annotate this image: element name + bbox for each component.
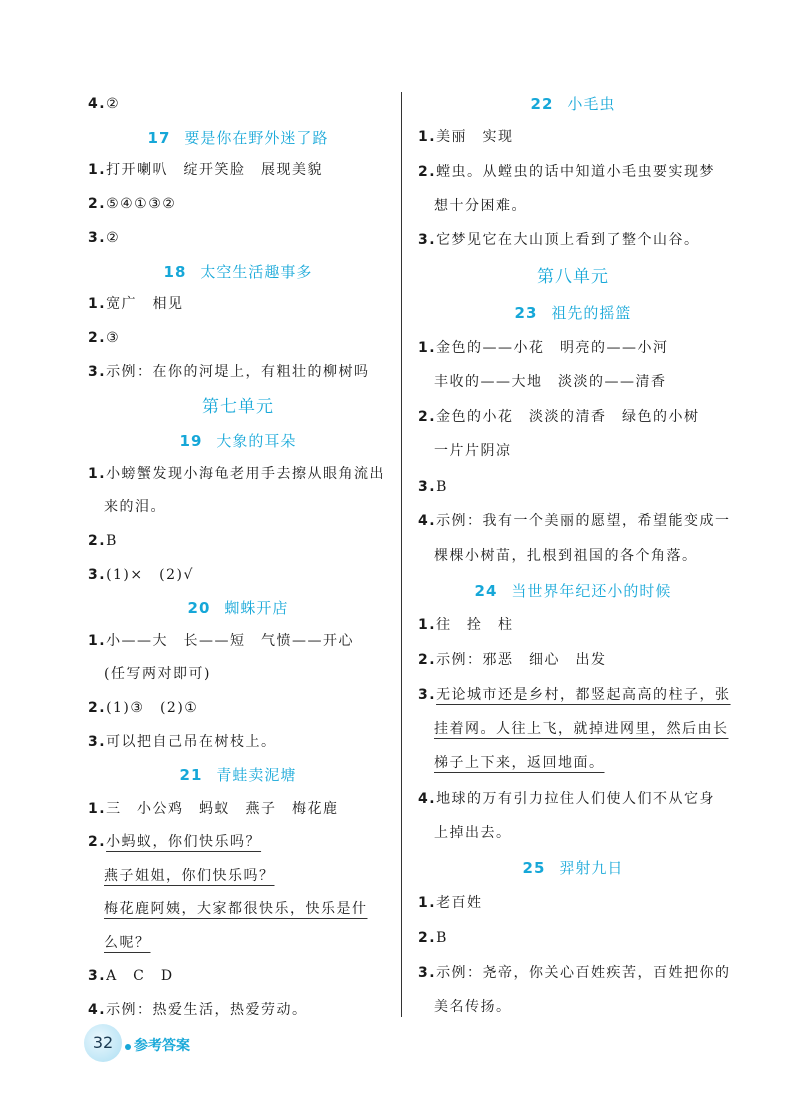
answer-19-3: 3.(1)× (2)√ — [88, 567, 194, 583]
answer-19-2: 2.B — [88, 533, 118, 549]
answer-23-2-cont: 一片片阴凉 — [434, 443, 512, 459]
answer-19-1-cont: 来的泪。 — [104, 499, 166, 515]
answer-20-2: 2.(1)③ (2)① — [88, 700, 199, 716]
answer-21-2-line3: 梅花鹿阿姨，大家都很快乐，快乐是什 — [104, 901, 368, 917]
answer-25-3: 3.示例：尧帝，你关心百姓疾苦，百姓把你的 — [418, 965, 731, 981]
page-number-badge — [84, 1024, 122, 1062]
answer-22-1: 1.美丽 实现 — [418, 129, 514, 145]
lesson-24-title: 24 当世界年纪还小的时候 — [474, 582, 672, 600]
answer-24-3-line2: 挂着网。人往上飞，就掉进网里，然后由长 — [434, 721, 729, 737]
answer-21-2-line2: 燕子姐姐，你们快乐吗？ — [104, 868, 275, 884]
answer-23-2: 2.金色的小花 淡淡的清香 绿色的小树 — [418, 409, 700, 425]
answer-19-1: 1.小螃蟹发现小海龟老用手去擦从眼角流出 — [88, 466, 386, 482]
answer-21-2-line4: 么呢？ — [104, 935, 151, 951]
lesson-18-title: 18 太空生活趣事多 — [163, 263, 313, 281]
answer-25-3-cont: 美名传扬。 — [434, 999, 512, 1015]
answer-22-2: 2.螳虫。从螳虫的话中知道小毛虫要实现梦 — [418, 164, 716, 180]
answer-16-4: 4.② — [88, 96, 121, 112]
answer-17-2: 2.⑤④①③② — [88, 196, 177, 212]
unit-8-heading: 第八单元 — [537, 267, 609, 287]
answer-21-4: 4.示例：热爱生活，热爱劳动。 — [88, 1002, 308, 1018]
answer-21-2: 2.小蚂蚁，你们快乐吗？ — [88, 834, 262, 850]
answer-23-1-cont: 丰收的——大地 淡淡的——清香 — [434, 374, 667, 390]
answer-21-1: 1.三 小公鸡 蚂蚁 燕子 梅花鹿 — [88, 801, 339, 817]
column-divider — [401, 92, 402, 1017]
answer-21-3: 3.A C D — [88, 968, 174, 984]
lesson-20-title: 20 蜘蛛开店 — [187, 599, 289, 617]
answer-23-1: 1.金色的——小花 明亮的——小河 — [418, 340, 669, 356]
answer-18-2: 2.③ — [88, 330, 121, 346]
answer-24-4-cont: 上掉出去。 — [434, 825, 512, 841]
answer-24-3-line3: 梯子上下来，返回地面。 — [434, 755, 605, 771]
answer-23-4: 4.示例：我有一个美丽的愿望，希望能变成一 — [418, 513, 731, 529]
lesson-19-title: 19 大象的耳朵 — [179, 432, 297, 450]
lesson-22-title: 22 小毛虫 — [530, 95, 616, 113]
lesson-17-title: 17 要是你在野外迷了路 — [147, 129, 329, 147]
footer-label: 参考答案 — [134, 1038, 190, 1054]
page-number: 32 — [92, 1033, 114, 1052]
answer-23-3: 3.B — [418, 479, 448, 495]
lesson-21-title: 21 青蛙卖泥塘 — [179, 766, 297, 784]
answer-18-3: 3.示例：在你的河堤上，有粗壮的柳树吗 — [88, 364, 370, 380]
answer-24-3: 3.无论城市还是乡村，都竖起高高的柱子，张 — [418, 687, 731, 703]
answer-20-3: 3.可以把自己吊在树枝上。 — [88, 734, 277, 750]
answer-20-1: 1.小——大 长——短 气愤——开心 — [88, 633, 355, 649]
answer-24-4: 4.地球的万有引力拉住人们使人们不从它身 — [418, 791, 716, 807]
answer-24-2: 2.示例：邪恶 细心 出发 — [418, 652, 607, 668]
answer-20-1-note: (任写两对即可) — [104, 666, 211, 682]
lesson-23-title: 23 祖先的摇篮 — [514, 304, 632, 322]
answer-25-1: 1.老百姓 — [418, 895, 483, 911]
unit-7-heading: 第七单元 — [202, 397, 274, 417]
answer-24-1: 1.往 拴 柱 — [418, 617, 514, 633]
answer-22-3: 3.它梦见它在大山顶上看到了整个山谷。 — [418, 232, 700, 248]
page-footer — [84, 1024, 284, 1064]
answer-17-3: 3.② — [88, 230, 121, 246]
answer-25-2: 2.B — [418, 930, 448, 946]
lesson-25-title: 25 羿射九日 — [522, 859, 624, 877]
answer-22-2-cont: 想十分困难。 — [434, 198, 527, 214]
bullet-dot-icon — [125, 1044, 131, 1050]
answer-18-1: 1.宽广 相见 — [88, 296, 184, 312]
answer-17-1: 1.打开喇叭 绽开笑脸 展现美貌 — [88, 162, 324, 178]
answer-23-4-cont: 棵棵小树苗，扎根到祖国的各个角落。 — [434, 548, 698, 564]
